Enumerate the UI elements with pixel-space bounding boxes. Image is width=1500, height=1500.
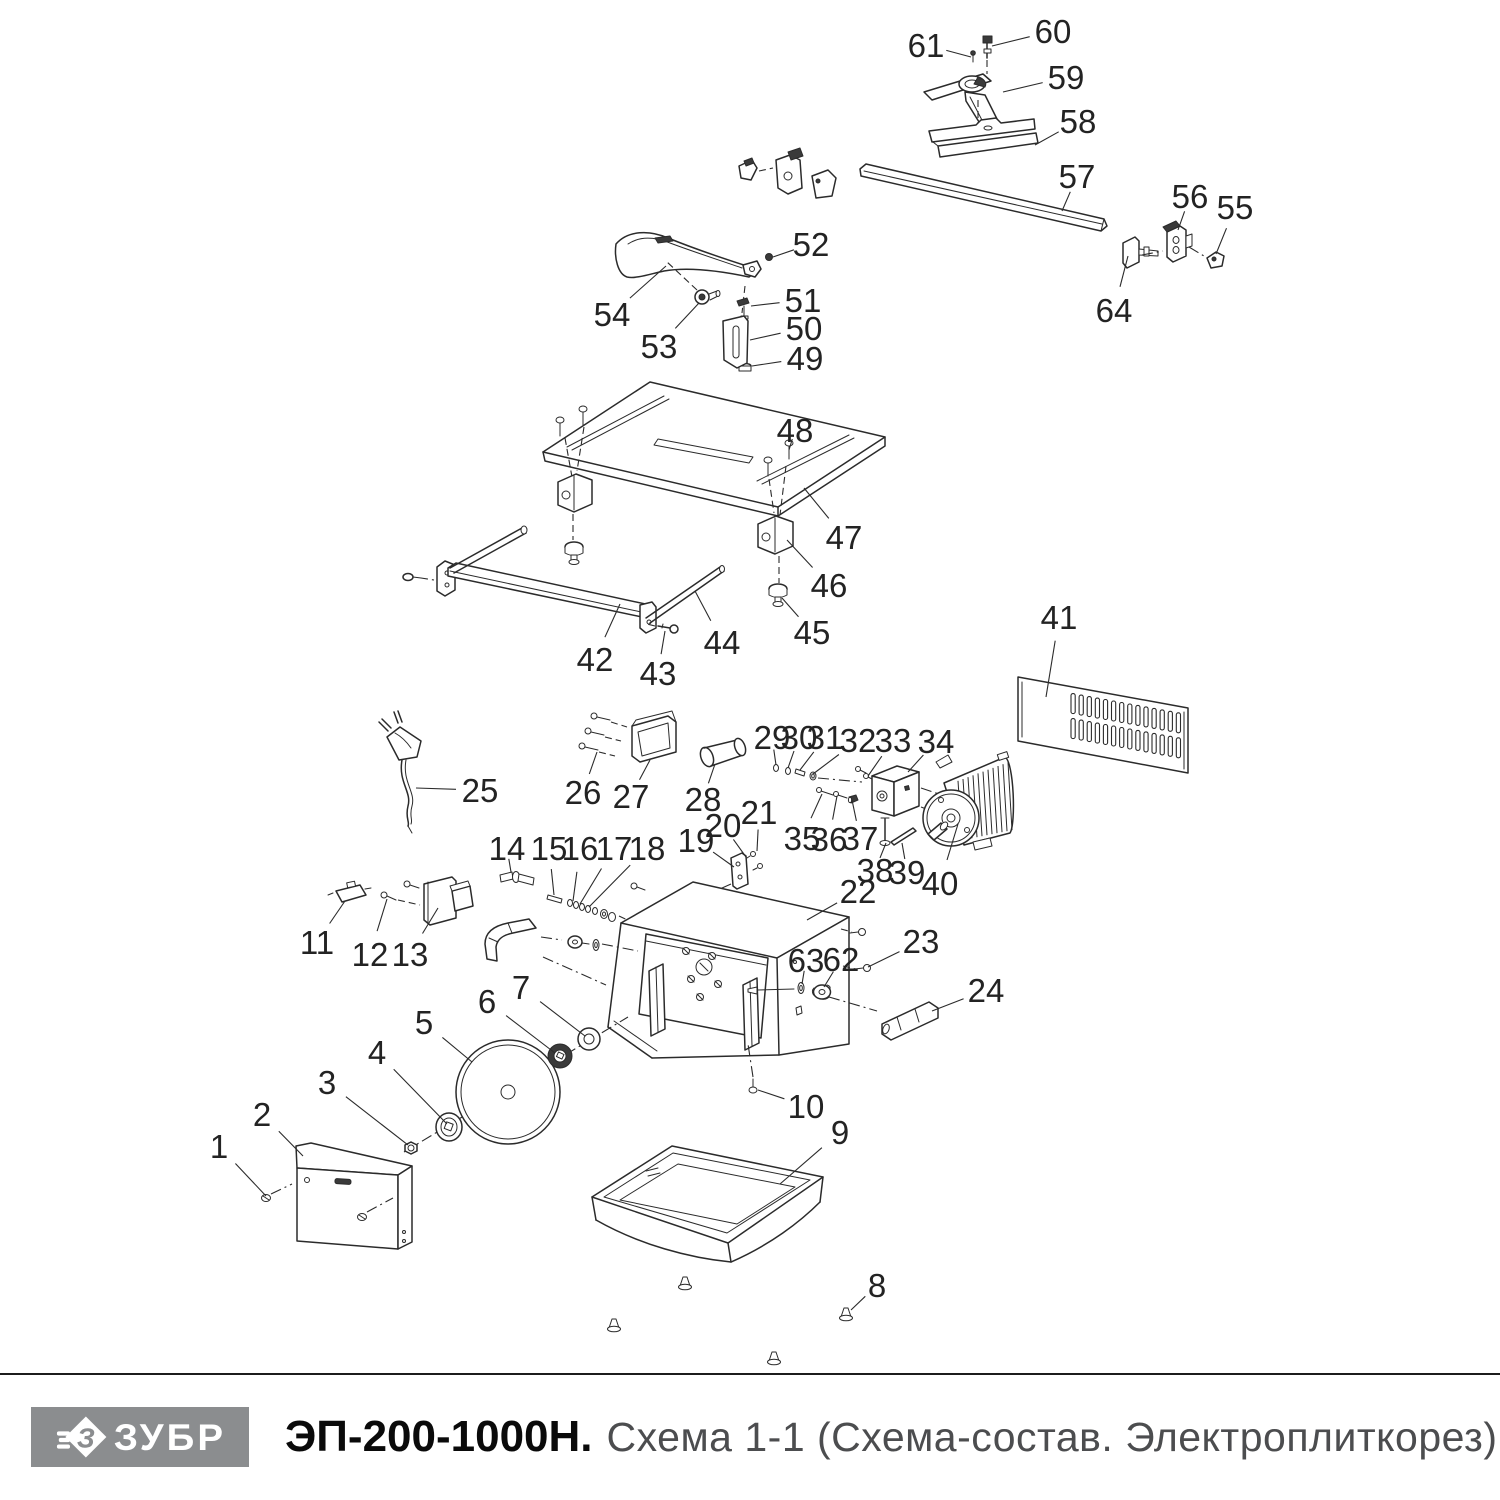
part-label-16: 16 [561,830,599,867]
footer [0,1398,1500,1476]
footer-divider [0,1373,1500,1375]
model-number: ЭП-200-1000Н. [285,1412,593,1461]
leader-55 [1216,228,1227,254]
drawing-title [285,1412,1497,1462]
part-43-screw [658,624,678,633]
leader-44 [695,591,711,621]
part-40-motor [923,752,1013,850]
leader-21 [757,830,758,852]
leader-11 [330,901,345,924]
part-label-1: 1 [209,1128,229,1165]
part-6-inner-flange [548,1044,572,1068]
leader-49 [752,362,781,366]
part-44-rail-right [646,566,725,624]
leader-60 [992,37,1030,46]
part-label-21: 21 [740,794,778,831]
leader-8 [851,1296,865,1310]
part-label-40: 40 [921,865,959,902]
part-label-50: 50 [785,310,823,347]
part-label-5: 5 [414,1004,434,1041]
part-8-rubber-feet [608,1277,853,1365]
part-label-52: 52 [792,226,830,263]
part-label-34: 34 [917,723,955,760]
leader-4 [394,1069,447,1124]
part-label-39: 39 [888,854,926,891]
part-label-3: 3 [317,1064,337,1101]
fence-clamp-parts [739,148,836,198]
leader-18 [589,865,630,907]
part-label-62: 62 [822,941,860,978]
leader-16 [573,872,577,901]
part-39-rod [891,828,916,845]
part-label-19: 19 [677,822,715,859]
part-label-10: 10 [787,1088,825,1125]
part-label-43: 43 [639,655,677,692]
part-label-23: 23 [902,923,940,960]
leader-51 [751,303,780,306]
part-label-46: 46 [810,567,848,604]
unlabeled-screw [631,883,645,890]
part-47-table-top [543,382,885,516]
part-label-33: 33 [874,722,912,759]
part-label-47: 47 [825,519,863,556]
leader-lines [235,37,1226,1310]
part-label-49: 49 [786,340,824,377]
leader-26 [589,752,597,774]
part-label-59: 59 [1047,59,1085,96]
part-label-58: 58 [1059,103,1097,140]
part-label-48: 48 [776,412,814,449]
leader-53 [675,303,699,328]
part-label-37: 37 [841,820,879,857]
part-label-54: 54 [593,296,631,333]
part-label-8: 8 [867,1267,887,1304]
part-label-11: 11 [299,924,335,961]
zubr-logo [31,1407,249,1467]
leader-37 [852,800,856,821]
leader-59 [1003,83,1043,92]
cover-screw [358,1214,367,1221]
logo-wordmark: ЗУБР [113,1416,227,1458]
leader-36 [833,796,837,820]
leader-3 [346,1097,408,1145]
leader-1 [235,1164,266,1197]
part-51-screw [737,298,749,316]
leader-7 [540,1002,585,1036]
part-label-15: 15 [530,830,568,867]
part-label-14: 14 [488,830,526,867]
part-2-side-cover [296,1143,412,1249]
part-label-61: 61 [907,27,945,64]
leader-58 [1035,132,1059,145]
part-label-28: 28 [684,781,722,818]
svg-text:З: З [76,1422,95,1454]
part-label-45: 45 [793,614,831,651]
leader-23 [868,952,900,967]
part-label-7: 7 [511,969,531,1006]
part-label-20: 20 [704,807,742,844]
part-label-55: 55 [1216,189,1254,226]
part-25-power-plug [379,711,421,833]
part-50-riving-knife [723,316,748,368]
leader-15 [551,869,554,895]
part-26-screws [579,713,610,750]
part-label-57: 57 [1058,158,1096,195]
part-label-12: 12 [351,936,389,973]
part-label-63: 63 [787,942,825,979]
part-52-screw [766,254,773,261]
part-10-screw [749,1079,757,1093]
part-42-rail-left [403,526,656,633]
part-label-29: 29 [753,719,791,756]
part-13-switch-block [424,877,473,925]
part-7-washer [578,1028,600,1050]
part-56-clamp [1163,221,1192,262]
part-label-13: 13 [391,936,429,973]
part-label-56: 56 [1171,178,1209,215]
part-label-30: 30 [780,719,818,756]
part-64-bracket-pin [1123,237,1158,268]
part-label-38: 38 [856,852,894,889]
part-label-22: 22 [839,873,877,910]
part-60-bolt [983,36,992,58]
part-61-screw [971,51,976,62]
part-58-fence-base [929,118,1038,157]
part-38-pin [880,818,890,846]
leader-61 [946,50,971,57]
leader-35 [811,794,822,818]
part-label-35: 35 [783,820,821,857]
part-28-capacitor [698,737,748,769]
part-label-25: 25 [461,772,499,809]
part-27-switch-frame [632,711,676,762]
part-55-clip [1207,252,1224,268]
part-label-17: 17 [595,830,633,867]
parts-19-21-hinge-bracket [731,852,763,890]
zubr-diamond-icon [56,1409,112,1465]
part-label-6: 6 [477,983,497,1020]
part-label-64: 64 [1095,292,1133,329]
part-54-blade-guard [615,233,761,278]
part-label-51: 51 [784,282,822,319]
part-label-31: 31 [806,719,844,756]
part-12-screw [381,881,419,900]
part-label-2: 2 [252,1096,272,1133]
part-number-labels [210,13,1254,1304]
leader-47 [804,488,829,518]
leader-32 [813,755,839,775]
part-5-cutting-disc [456,1040,560,1144]
leader-50 [750,333,781,340]
part-11-microswitch [328,881,371,902]
part-label-9: 9 [830,1114,850,1151]
leader-24 [932,999,964,1011]
leader-17 [580,869,602,905]
part-label-42: 42 [576,641,614,678]
part-label-32: 32 [839,722,877,759]
part-label-44: 44 [703,624,741,661]
part-label-24: 24 [967,972,1005,1009]
leader-27 [640,760,651,780]
leader-25 [416,788,456,789]
part-34-switch-box [872,766,919,816]
parts-15-18-spring-set [547,895,616,922]
part-41-vent-grille [1018,677,1188,773]
part-label-27: 27 [612,778,650,815]
part-label-53: 53 [640,328,678,365]
leader-12 [377,899,387,931]
part-53-bolt [695,290,720,304]
part-label-60: 60 [1034,13,1072,50]
part-label-18: 18 [628,830,666,867]
part-label-26: 26 [564,774,602,811]
part-24-handle [881,1002,938,1040]
leader-52 [773,250,794,257]
part-label-41: 41 [1040,599,1078,636]
part-label-4: 4 [367,1034,387,1071]
left-handle-and-knob [485,919,599,961]
part-label-36: 36 [810,821,848,858]
leader-2 [279,1131,303,1156]
leader-43 [661,631,665,654]
leader-10 [758,1090,784,1099]
leader-5 [442,1037,472,1062]
part-9-water-tray [592,1146,823,1262]
leader-46 [787,540,813,568]
part-14-shaft [500,872,534,886]
scheme-subtitle: Схема 1-1 (Схема-состав. Электроплиткорез) [606,1414,1498,1460]
